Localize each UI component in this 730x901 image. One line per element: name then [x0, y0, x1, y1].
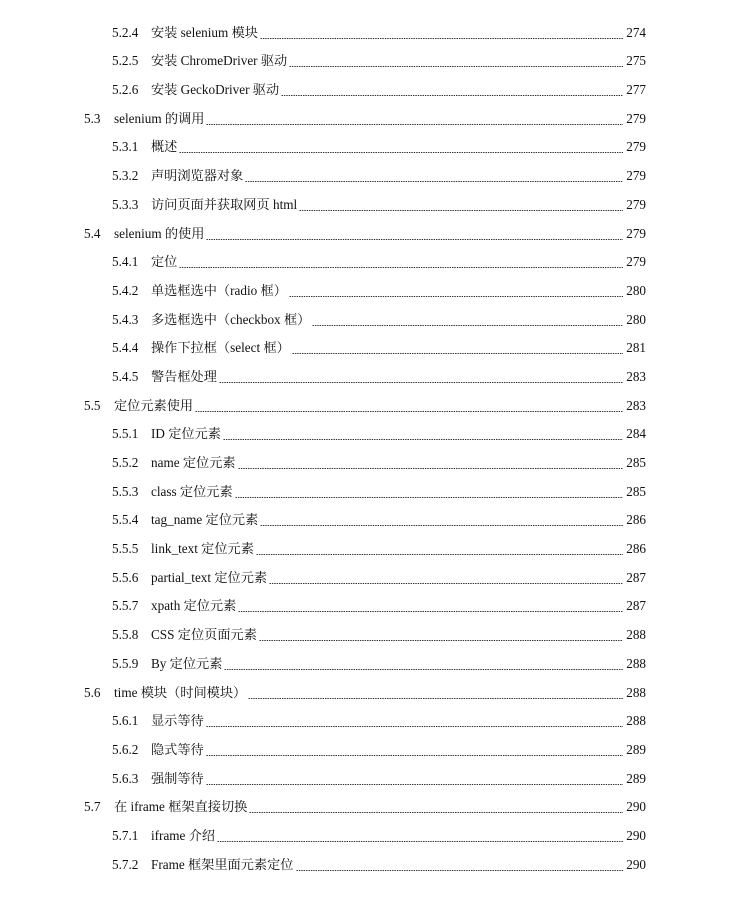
dot-leader	[206, 124, 623, 125]
toc-entry-title: partial_text 定位元素	[151, 569, 268, 585]
toc-entry-title: class 定位元素	[151, 483, 233, 499]
toc-subsection-entry[interactable]	[0, 190, 730, 219]
toc-entry-title: 访问页面并获取网页 html	[151, 196, 298, 212]
toc-entry-number: 5.4.4	[112, 340, 139, 356]
toc-entry-number: 5.3.3	[112, 196, 139, 212]
toc-entry-number: 5.4.2	[112, 282, 139, 298]
toc-entry-number: 5.3.1	[112, 139, 139, 155]
toc-entry-number: 5.6.2	[112, 741, 139, 757]
toc-subsection-entry[interactable]	[0, 707, 730, 736]
toc-entry-page-number: 279	[626, 110, 646, 126]
dot-leader	[249, 812, 623, 813]
dot-leader	[296, 870, 624, 871]
toc-entry-page-number: 288	[626, 713, 646, 729]
toc-entry-page-number: 286	[626, 541, 646, 557]
toc-entry-page-number: 280	[626, 311, 646, 327]
dot-leader	[206, 239, 623, 240]
toc-entry-title: 单选框选中（radio 框）	[151, 282, 287, 298]
toc-section-entry[interactable]	[0, 104, 730, 133]
toc-entry-number: 5.4.5	[112, 368, 139, 384]
toc-entry-number: 5.2.6	[112, 82, 139, 98]
toc-entry-page-number: 284	[626, 426, 646, 442]
toc-entry-number: 5.3.2	[112, 168, 139, 184]
dot-leader	[206, 726, 623, 727]
toc-entry-page-number: 288	[626, 655, 646, 671]
toc-entry-number: 5.4.1	[112, 254, 139, 270]
toc-entry-page-number: 279	[626, 196, 646, 212]
toc-entry-title: 定位	[151, 254, 178, 270]
dot-leader	[179, 152, 623, 153]
toc-entry-number: 5.6	[84, 684, 101, 700]
toc-entry-number: 5.6.1	[112, 713, 139, 729]
toc-entry-title: 操作下拉框（select 框）	[151, 340, 290, 356]
toc-entry-number: 5.4	[84, 225, 101, 241]
dot-leader	[238, 611, 623, 612]
toc-subsection-entry[interactable]	[0, 477, 730, 506]
toc-subsection-entry[interactable]	[0, 248, 730, 277]
toc-entry-title: 安装 GeckoDriver 驱动	[151, 82, 280, 98]
toc-section-entry[interactable]	[0, 219, 730, 248]
toc-subsection-entry[interactable]	[0, 133, 730, 162]
toc-subsection-entry[interactable]	[0, 362, 730, 391]
toc-entry-title: selenium 的调用	[114, 110, 205, 126]
toc-subsection-entry[interactable]	[0, 534, 730, 563]
toc-entry-title: 在 iframe 框架直接切换	[114, 799, 248, 815]
toc-entry-number: 5.5.4	[112, 512, 139, 528]
dot-leader	[179, 267, 623, 268]
toc-subsection-entry[interactable]	[0, 592, 730, 621]
toc-entry-page-number: 288	[626, 684, 646, 700]
toc-section-entry[interactable]	[0, 391, 730, 420]
toc-subsection-entry[interactable]	[0, 334, 730, 363]
toc-subsection-entry[interactable]	[0, 850, 730, 879]
toc-section-entry[interactable]	[0, 793, 730, 822]
dot-leader	[217, 841, 623, 842]
toc-subsection-entry[interactable]	[0, 649, 730, 678]
toc-subsection-entry[interactable]	[0, 75, 730, 104]
toc-entry-page-number: 287	[626, 598, 646, 614]
toc-subsection-entry[interactable]	[0, 620, 730, 649]
toc-entry-page-number: 285	[626, 455, 646, 471]
toc-subsection-entry[interactable]	[0, 47, 730, 76]
toc-entry-number: 5.7.2	[112, 856, 139, 872]
dot-leader	[195, 411, 623, 412]
toc-entry-title: link_text 定位元素	[151, 541, 254, 557]
toc-entry-number: 5.3	[84, 110, 101, 126]
dot-leader	[312, 325, 623, 326]
dot-leader	[281, 95, 623, 96]
toc-entry-title: By 定位元素	[151, 655, 223, 671]
toc-entry-title: ID 定位元素	[151, 426, 221, 442]
toc-subsection-entry[interactable]	[0, 448, 730, 477]
toc-subsection-entry[interactable]	[0, 18, 730, 47]
dot-leader	[259, 640, 623, 641]
toc-entry-title: time 模块（时间模块）	[114, 684, 247, 700]
dot-leader	[206, 784, 623, 785]
toc-entry-page-number: 279	[626, 225, 646, 241]
dot-leader	[224, 669, 623, 670]
dot-leader	[235, 497, 623, 498]
toc-entry-number: 5.7	[84, 799, 101, 815]
toc-entry-page-number: 280	[626, 282, 646, 298]
dot-leader	[219, 382, 623, 383]
toc-entry-title: xpath 定位元素	[151, 598, 237, 614]
toc-subsection-entry[interactable]	[0, 420, 730, 449]
toc-entry-title: selenium 的使用	[114, 225, 205, 241]
toc-entry-number: 5.5.6	[112, 569, 139, 585]
toc-entry-page-number: 286	[626, 512, 646, 528]
toc-entry-title: 定位元素使用	[114, 397, 194, 413]
toc-entry-number: 5.5.9	[112, 655, 139, 671]
dot-leader	[256, 554, 623, 555]
toc-entry-page-number: 283	[626, 368, 646, 384]
toc-entry-title: 多选框选中（checkbox 框）	[151, 311, 311, 327]
toc-entry-title: 声明浏览器对象	[151, 168, 244, 184]
toc-entry-number: 5.5.1	[112, 426, 139, 442]
toc-entry-number: 5.4.3	[112, 311, 139, 327]
toc-entry-page-number: 290	[626, 799, 646, 815]
toc-entry-page-number: 285	[626, 483, 646, 499]
dot-leader	[269, 583, 623, 584]
toc-entry-title: 警告框处理	[151, 368, 217, 384]
toc-subsection-entry[interactable]	[0, 276, 730, 305]
toc-entry-title: 概述	[151, 139, 178, 155]
toc-entry-title: 隐式等待	[151, 741, 204, 757]
toc-entry-number: 5.5.5	[112, 541, 139, 557]
toc-entry-title: name 定位元素	[151, 455, 236, 471]
toc-entry-page-number: 274	[626, 24, 646, 40]
toc-subsection-entry[interactable]	[0, 563, 730, 592]
toc-entry-page-number: 279	[626, 139, 646, 155]
toc-entry-page-number: 288	[626, 627, 646, 643]
toc-entry-number: 5.7.1	[112, 827, 139, 843]
dot-leader	[238, 468, 623, 469]
table-of-contents	[0, 18, 730, 879]
dot-leader	[245, 181, 623, 182]
toc-subsection-entry[interactable]	[0, 161, 730, 190]
toc-entry-page-number: 289	[626, 770, 646, 786]
toc-entry-number: 5.5	[84, 397, 101, 413]
dot-leader	[299, 210, 623, 211]
dot-leader	[206, 755, 623, 756]
toc-entry-page-number: 279	[626, 254, 646, 270]
dot-leader	[289, 66, 623, 67]
toc-entry-page-number: 277	[626, 82, 646, 98]
toc-entry-title: 显示等待	[151, 713, 204, 729]
toc-entry-title: Frame 框架里面元素定位	[151, 856, 294, 872]
toc-entry-title: CSS 定位页面元素	[151, 627, 257, 643]
toc-subsection-entry[interactable]	[0, 764, 730, 793]
toc-entry-number: 5.5.8	[112, 627, 139, 643]
dot-leader	[289, 296, 623, 297]
toc-entry-page-number: 279	[626, 168, 646, 184]
toc-entry-number: 5.5.3	[112, 483, 139, 499]
dot-leader	[292, 353, 623, 354]
dot-leader	[260, 38, 623, 39]
toc-entry-number: 5.5.7	[112, 598, 139, 614]
toc-entry-page-number: 289	[626, 741, 646, 757]
toc-entry-title: 强制等待	[151, 770, 204, 786]
toc-subsection-entry[interactable]	[0, 821, 730, 850]
toc-entry-title: 安装 ChromeDriver 驱动	[151, 53, 288, 69]
toc-section-entry[interactable]	[0, 678, 730, 707]
dot-leader	[248, 698, 623, 699]
toc-entry-page-number: 287	[626, 569, 646, 585]
toc-entry-page-number: 290	[626, 827, 646, 843]
toc-entry-number: 5.5.2	[112, 455, 139, 471]
toc-subsection-entry[interactable]	[0, 735, 730, 764]
toc-entry-page-number: 281	[626, 340, 646, 356]
toc-entry-number: 5.2.5	[112, 53, 139, 69]
toc-subsection-entry[interactable]	[0, 305, 730, 334]
toc-subsection-entry[interactable]	[0, 506, 730, 535]
toc-entry-number: 5.6.3	[112, 770, 139, 786]
dot-leader	[260, 525, 623, 526]
toc-entry-page-number: 283	[626, 397, 646, 413]
dot-leader	[223, 439, 623, 440]
toc-entry-title: 安装 selenium 模块	[151, 24, 258, 40]
toc-entry-title: tag_name 定位元素	[151, 512, 259, 528]
toc-entry-number: 5.2.4	[112, 24, 139, 40]
toc-entry-page-number: 290	[626, 856, 646, 872]
toc-entry-title: iframe 介绍	[151, 827, 216, 843]
toc-entry-page-number: 275	[626, 53, 646, 69]
